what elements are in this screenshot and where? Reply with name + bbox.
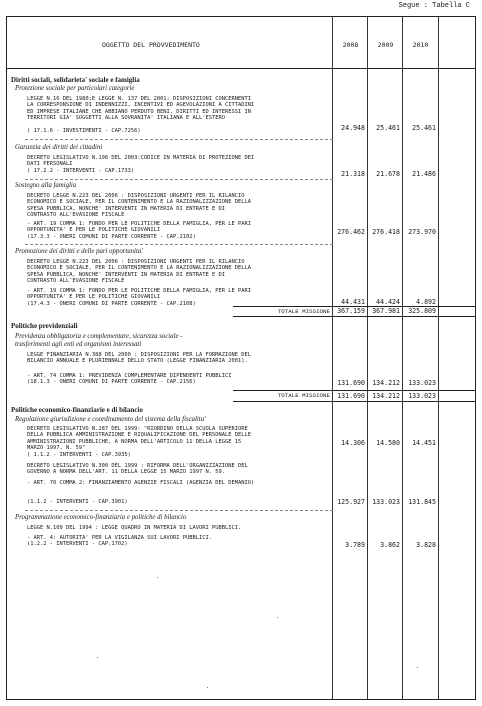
- column-divider: [402, 17, 403, 699]
- value-2009: 14.580: [376, 439, 400, 447]
- value-2009: 25.461: [376, 124, 400, 132]
- value-2008: 276.462: [337, 228, 365, 236]
- column-divider: [367, 17, 368, 699]
- provision-article: - ART. 4: AUTORITA' PER LA VIGILANZA SUI LAVORI PUBBLICI. (1.2.2 - INTERVENTI - CAP.1702): [27, 535, 212, 548]
- value-2010: 14.451: [412, 439, 436, 447]
- value-2009: 44.424: [376, 298, 400, 306]
- value-2009: 133.023: [372, 498, 400, 506]
- value-2009: 21.678: [376, 170, 400, 178]
- total-2008: 367.159: [337, 307, 365, 315]
- provision-text: DECRETO LEGISLATIVO N.287 DEL 1999: "RIORDINO DELLA SCUOLA SUPERIORE DELLA PUBBLICA AMMINISTRAZIONE E RIQUALIFICAZIONE DEL PERSONALE DELLE AMMINISTRAZIONI PUBBLICHE, A NORMA DELL'ARTICOLO 11 DELLA LEGGE 15 MARZO 1997, N. 59" ( 1.1.2 - INTERVENTI - CAP.3935): [27, 426, 251, 458]
- provision-code: ( 17.1.6 - INVESTIMENTI - CAP.7256): [27, 128, 141, 134]
- column-divider: [438, 17, 439, 699]
- subsection-title: Promozione dei diritti e delle pari opportunita': [15, 248, 143, 255]
- total-2009: 367.981: [372, 307, 400, 315]
- provision-code: (1.1.2 - INTERVENTI - CAP.3901): [27, 499, 128, 505]
- scan-speck: [157, 577, 158, 578]
- header-year: 2009: [377, 41, 394, 49]
- value-2008: 131.690: [337, 379, 365, 387]
- provision-text: DECRETO LEGISLATIVO N.300 DEL 1999 : RIFORMA DELL'ORGANIZZAZIONE DEL GOVERNO A NORMA DELL'ART. 11 DELLA LEGGE 15 MARZO 1997 N. 59.: [27, 463, 248, 476]
- section-title: Diritti sociali, solidarieta' sociale e famiglia: [11, 76, 140, 84]
- row-separator: [25, 179, 333, 180]
- value-2008: 14.306: [341, 439, 365, 447]
- value-2008: 3.789: [345, 541, 365, 549]
- provision-article: - ART. 70 COMMA 2: FINANZIAMENTO AGENZIE FISCALI (AGENZIA DEL DEMANIO): [27, 480, 255, 486]
- value-2008: 21.318: [341, 170, 365, 178]
- value-2008: 24.948: [341, 124, 365, 132]
- value-2010: 3.828: [416, 541, 436, 549]
- scan-speck: [277, 617, 278, 618]
- subsection-title: Previdenza obbligatoria e complementare, sicurezza sociale - trasferimenti agli enti ed organismi interessati: [15, 333, 183, 348]
- provision-text: DECRETO LEGISLATIVO N.196 DEL 2003:CODICE IN MATERIA DI PROTEZIONE DEI DATI PERSONALI ( 17.2.2 - INTERVENTI - CAP.1733): [27, 155, 255, 174]
- total-2010: 133.023: [408, 392, 436, 400]
- value-2008: 44.431: [341, 298, 365, 306]
- provision-text: DECRETO LEGGE N.223 DEL 2006 : DISPOSIZIONI URGENTI PER IL RILANCIO ECONOMICO E SOCIALE, PER IL CONTENIMENTO E LA RAZIONALIZZAZIONE DELLA SPESA PUBBLICA, NONCHE' INTERVENTI IN MATERIA DI ENTRATE E DI CONTRASTO ALL'EVASIONE FISCALE: [27, 259, 251, 285]
- value-2008: 125.927: [337, 498, 365, 506]
- total-label: TOTALE MISSIONE: [277, 392, 330, 399]
- value-2009: 134.212: [372, 379, 400, 387]
- row-separator: [25, 244, 333, 245]
- subsection-title: Protezione sociale per particolari categorie: [15, 85, 135, 92]
- total-rule: [233, 316, 476, 317]
- subsection-title: Regolazione giurisdizione e coordinamento del sistema della fiscalita': [15, 416, 206, 423]
- subsection-title: Garanzia dei diritti dei cittadini: [15, 144, 103, 151]
- value-2010: 273.970: [408, 228, 436, 236]
- subsection-title: Programmazione economico-finanziaria e politiche di bilancio: [15, 514, 187, 521]
- subsection-title: Sostegno alla famiglia: [15, 182, 77, 189]
- header-year: 2008: [342, 41, 359, 49]
- row-separator: [25, 139, 333, 140]
- value-2009: 3.862: [380, 541, 400, 549]
- header-year: 2010: [412, 41, 429, 49]
- table-caption: Segue : Tabella C: [398, 2, 470, 10]
- total-2009: 134.212: [372, 392, 400, 400]
- total-rule: [233, 390, 476, 391]
- section-title: Politiche economico-finanziarie e di bilancio: [11, 406, 143, 414]
- provision-article: - ART. 19 COMMA 1: FONDO PER LE POLITICHE DELLA FAMIGLIA, PER LE PARI OPPORTUNITA' E PER LE POLITICHE GIOVANILI (17.3.3 - ONERI COMUNI DI PARTE CORRENTE - CAP.2102): [27, 221, 251, 240]
- provision-text: LEGGE FINANZIARIA N.388 DEL 2000 : DISPOSIZIONI PER LA FORMAZIONE DEL BILANCIO ANNUALE E PLURIENNALE DELLO STATO (LEGGE FINANZIARIA 2001).: [27, 352, 251, 365]
- total-label: TOTALE MISSIONE: [277, 308, 330, 315]
- scan-speck: [417, 667, 418, 668]
- budget-table: [6, 16, 476, 700]
- value-2010: 133.023: [408, 379, 436, 387]
- value-2010: 4.892: [416, 298, 436, 306]
- value-2010: 21.486: [412, 170, 436, 178]
- scan-speck: [97, 657, 98, 658]
- total-rule: [233, 401, 476, 402]
- provision-text: DECRETO LEGGE N.223 DEL 2006 : DISPOSIZIONI URGENTI PER IL RILANCIO ECONOMICO E SOCIALE, PER IL CONTENIMENTO E LA RAZIONALIZZAZIONE DELLA SPESA PUBBLICA, NONCHE' INTERVENTI IN MATERIA DI ENTRATE E DI CONTRASTO ALL'EVASIONE FISCALE: [27, 193, 251, 219]
- column-divider: [332, 17, 333, 699]
- provision-text: LEGGE N.16 DEL 1980;E LEGGE N. 137 DEL 2001: DISPOSIZIONI CONCERNENTI LA CORRESPONSIONE DI INDENNIZZI, INCENTIVI ED AGEVOLAZIONI A CITTADINI ED IMPRESE ITALIANE CHE ABBIANO PERDUTO BENI, DIRITTI ED INTERESSI IN TERRITORI GIA' SOGGETTI ALLA SOVRANITA' ITALIANA E ALL'ESTERO: [27, 96, 255, 122]
- value-2010: 25.461: [412, 124, 436, 132]
- scan-speck: [207, 687, 208, 688]
- header-object: OGGETTO DEL PROVVEDIMENTO: [102, 41, 200, 49]
- provision-article: - ART. 19 COMMA 1: FONDO PER LE POLITICHE DELLA FAMIGLIA, PER LE PARI OPPORTUNITA' E PER LE POLITICHE GIOVANILI (17.4.3 - ONERI COMUNI DI PARTE CORRENTE - CAP.2108): [27, 288, 251, 307]
- section-title: Politiche previdenziali: [11, 322, 78, 330]
- provision-article: - ART. 74 COMMA 1: PREVIDENZA COMPLEMENTARE DIPENDENTI PUBBLICI (18.1.3 - ONERI COMUNI DI PARTE CORRENTE - CAP.2156): [27, 373, 232, 386]
- value-2009: 276.418: [372, 228, 400, 236]
- total-2010: 325.809: [408, 307, 436, 315]
- provision-text: LEGGE N.109 DEL 1994 : LEGGE QUADRO IN MATERIA DI LAVORI PUBBLICI.: [27, 525, 242, 531]
- value-2010: 131.845: [408, 498, 436, 506]
- row-separator: [25, 510, 333, 511]
- total-2008: 131.690: [337, 392, 365, 400]
- table-header: [7, 17, 475, 69]
